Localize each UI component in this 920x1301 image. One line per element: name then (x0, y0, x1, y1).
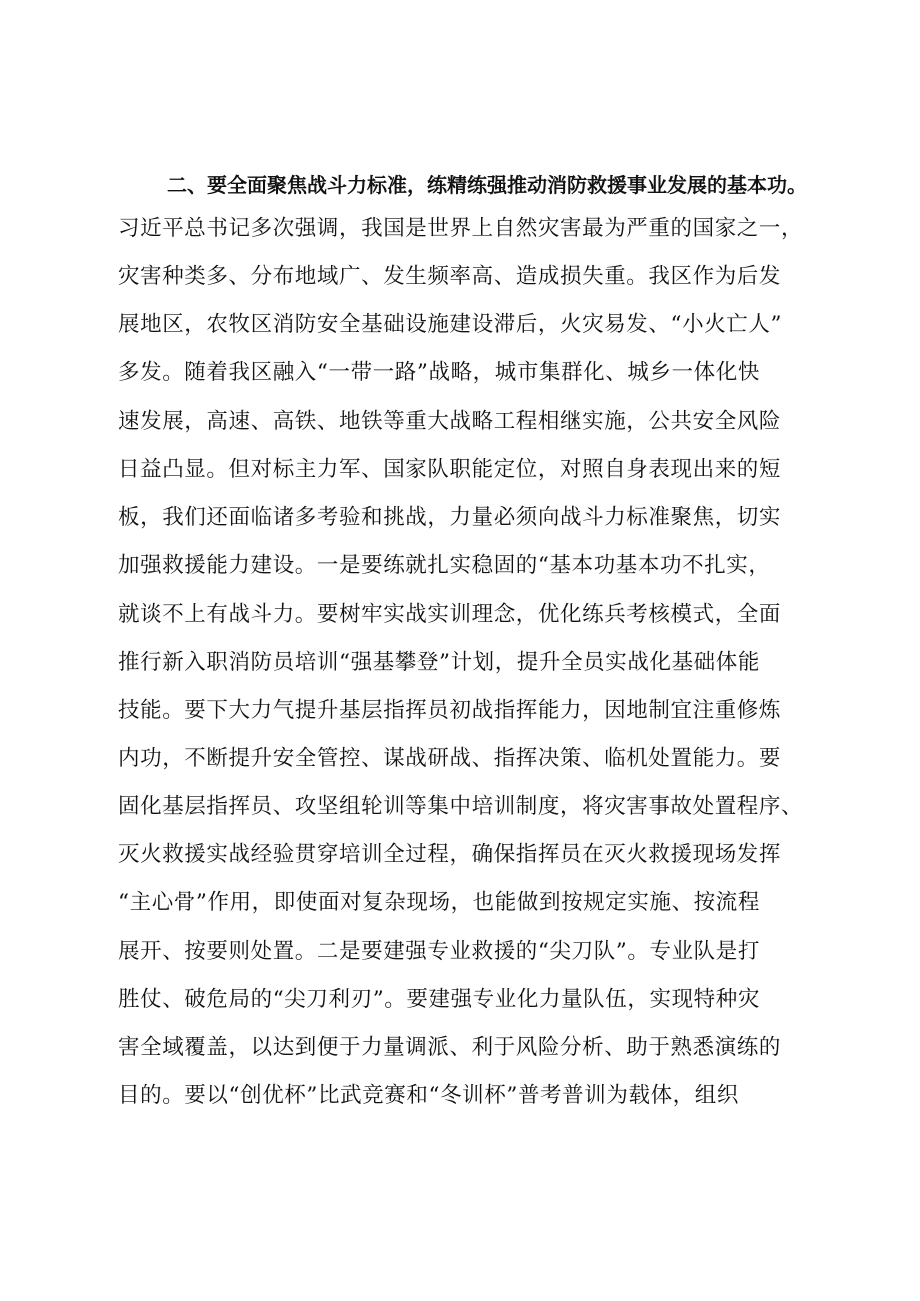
paragraph-line: 目的。要以“创优杯”比武竞赛和“冬训杯”普考普训为载体，组织 (118, 1083, 739, 1108)
paragraph-line: 技能。要下大力气提升基层指挥员初战指挥能力，因地制宜注重修炼 (118, 698, 782, 723)
paragraph-line: 多发。随着我区融入“一带一路”战略，城市集群化、城乡一体化快 (118, 360, 760, 385)
section-heading: 二、要全面聚焦战斗力标准，练精练强推动消防救援事业发展的基本功。 (167, 173, 807, 197)
paragraph-line: 胜仗、破危局的“尖刀利刃”。要建强专业化力量队伍，实现特种灾 (118, 987, 760, 1012)
paragraph-line: 展地区，农牧区消防安全基础设施建设滞后，火灾易发、“小火亡人” (118, 312, 783, 337)
paragraph-line: 板，我们还面临诸多考验和挑战，力量必须向战斗力标准聚焦，切实 (118, 505, 782, 530)
paragraph-line: 速发展，高速、高铁、地铁等重大战略工程相继实施，公共安全风险 (118, 409, 782, 434)
paragraph-line: 固化基层指挥员、攻坚组轮训等集中培训制度，将灾害事故处置程序、 (118, 794, 804, 819)
paragraph-line: 内功，不断提升安全管控、谋战研战、指挥决策、临机处置能力。要 (118, 746, 782, 771)
paragraph-line: “主心骨”作用，即使面对复杂现场，也能做到按规定实施、按流程 (118, 890, 760, 915)
paragraph-line: 灭火救援实战经验贯穿培训全过程，确保指挥员在灭火救援现场发挥 (118, 842, 782, 867)
paragraph-line: 加强救援能力建设。一是要练就扎实稳固的“基本功基本功不扎实， (118, 553, 771, 578)
paragraph-line: 习近平总书记多次强调，我国是世界上自然灾害最为严重的国家之一， (118, 216, 804, 241)
paragraph-line: 害全域覆盖，以达到便于力量调派、利于风险分析、助于熟悉演练的 (118, 1035, 782, 1060)
paragraph-line: 就谈不上有战斗力。要树牢实战实训理念，优化练兵考核模式，全面 (118, 602, 782, 627)
paragraph-line: 推行新入职消防员培训“强基攀登”计划，提升全员实战化基础体能 (118, 650, 760, 675)
paragraph-line: 展开、按要则处置。二是要建强专业救援的“尖刀队”。专业队是打 (118, 939, 760, 964)
paragraph-line: 日益凸显。但对标主力军、国家队职能定位，对照自身表现出来的短 (118, 457, 782, 482)
paragraph-line: 灾害种类多、分布地域广、发生频率高、造成损失重。我区作为后发 (118, 264, 782, 289)
